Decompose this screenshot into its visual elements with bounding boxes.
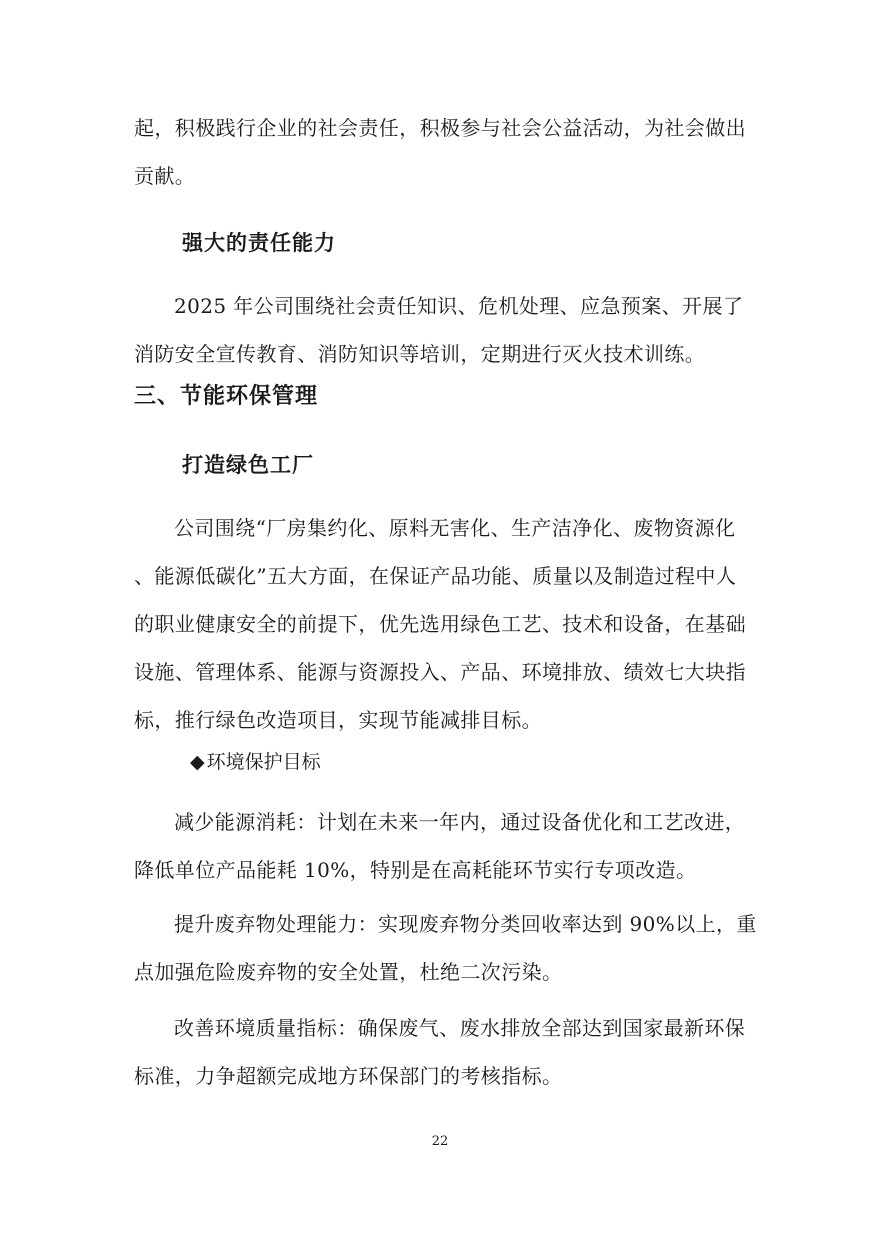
goal-energy-line-1: 减少能源消耗：计划在未来一年内，通过设备优化和工艺改进，: [174, 810, 746, 834]
green-factory-line-4: 设施、管理体系、能源与资源投入、产品、环境排放、绩效七大块指: [134, 660, 746, 684]
environment-goals-label: 环境保护目标: [206, 751, 321, 773]
goal-quality-line-2: 标准，力争超额完成地方环保部门的考核指标。: [134, 1064, 563, 1088]
section-heading: 三、节能环保管理: [134, 384, 319, 409]
goal-energy-line-2: 降低单位产品能耗 10%，特别是在高耗能环节实行专项改造。: [134, 858, 697, 882]
intro-line-2: 贡献。: [134, 164, 196, 188]
diamond-bullet-icon: ◆: [190, 751, 205, 773]
page-number: 22: [431, 1134, 449, 1149]
green-factory-line-1: 公司围绕“厂房集约化、原料无害化、生产洁净化、废物资源化: [174, 516, 736, 540]
responsibility-heading: 强大的责任能力: [182, 231, 336, 255]
environment-goals-bullet: [190, 748, 321, 776]
green-factory-line-5: 标，推行绿色改造项目，实现节能减排目标。: [134, 708, 542, 732]
responsibility-line-2: 消防安全宣传教育、消防知识等培训，定期进行灭火技术训练。: [134, 342, 706, 366]
goal-waste-line-1: 提升废弃物处理能力：实现废弃物分类回收率达到 90%以上，重: [174, 912, 757, 936]
goal-quality-line-1: 改善环境质量指标：确保废气、废水排放全部达到国家最新环保: [174, 1016, 746, 1040]
green-factory-line-2: 、能源低碳化”五大方面，在保证产品功能、质量以及制造过程中人: [134, 564, 737, 588]
goal-waste-line-2: 点加强危险废弃物的安全处置，杜绝二次污染。: [134, 960, 563, 984]
green-factory-heading: 打造绿色工厂: [182, 453, 314, 477]
intro-line-1: 起，积极践行企业的社会责任，积极参与社会公益活动，为社会做出: [134, 116, 746, 140]
green-factory-line-3: 的职业健康安全的前提下，优先选用绿色工艺、技术和设备，在基础: [134, 612, 746, 636]
responsibility-line-1: 2025 年公司围绕社会责任知识、危机处理、应急预案、开展了: [174, 294, 744, 318]
